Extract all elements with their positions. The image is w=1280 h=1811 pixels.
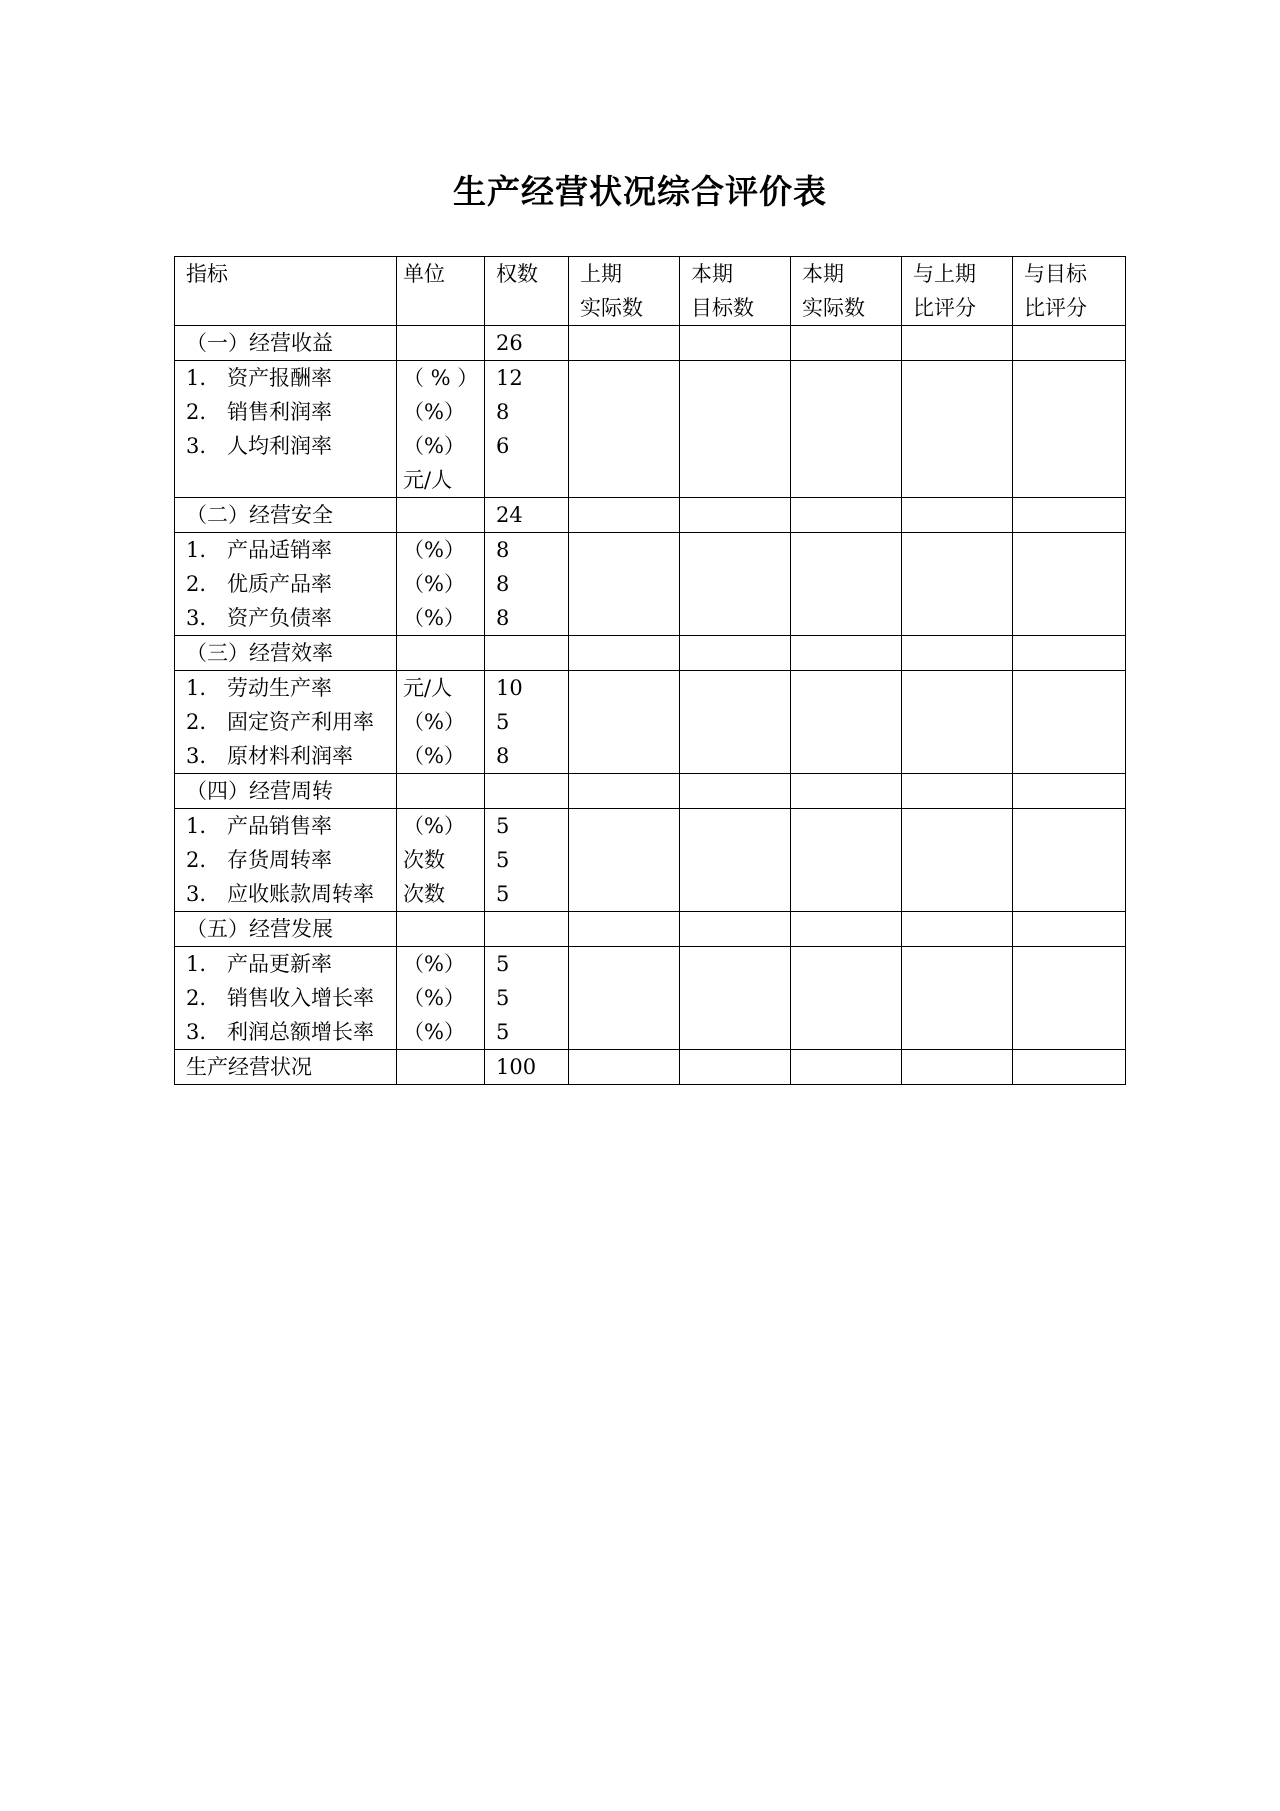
- cell-line: 5: [496, 986, 510, 1010]
- empty-score-cell: [1013, 326, 1126, 361]
- section-weight-cell: [485, 326, 569, 361]
- cell-line: （二）经营安全: [186, 503, 333, 527]
- empty-score-cell: [680, 498, 791, 533]
- cell-line: 6: [496, 434, 510, 458]
- empty-score-cell: [902, 326, 1013, 361]
- cell-line: [403, 1050, 478, 1084]
- empty-score-cell: [791, 809, 902, 912]
- empty-score-cell: [569, 671, 680, 774]
- empty-score-cell: [680, 774, 791, 809]
- cell-line: 2. 销售收入增长率: [186, 986, 375, 1010]
- cell-line: （%）: [403, 1020, 465, 1044]
- header-vs-target: 与目标 比评分: [1013, 257, 1126, 326]
- section-name-cell: [175, 636, 397, 671]
- empty-score-cell: [680, 1050, 791, 1085]
- cell-line: 12: [496, 366, 523, 390]
- empty-score-cell: [902, 1050, 1013, 1085]
- empty-score-cell: [680, 809, 791, 912]
- cell-line: （一）经营收益: [186, 331, 333, 355]
- cell-line: 5: [496, 848, 510, 872]
- item-label-cell: [175, 671, 397, 774]
- total-weight-cell: [485, 1050, 569, 1085]
- empty-score-cell: [680, 361, 791, 498]
- section-items-row: [175, 671, 1126, 774]
- cell-line: （四）经营周转: [186, 779, 333, 803]
- cell-line: 5: [496, 710, 510, 734]
- cell-line: [496, 774, 562, 808]
- section-weight-cell: [485, 912, 569, 947]
- cell-line: 元/人: [403, 468, 453, 492]
- empty-score-cell: [791, 533, 902, 636]
- section-weight-cell: [485, 636, 569, 671]
- empty-score-cell: [791, 671, 902, 774]
- cell-line: 次数: [403, 848, 445, 872]
- cell-line: （五）经营发展: [186, 917, 333, 941]
- section-header-row: [175, 326, 1126, 361]
- item-label-cell: [175, 533, 397, 636]
- section-unit-cell: [397, 498, 485, 533]
- section-header-row: [175, 498, 1126, 533]
- section-header-row: [175, 636, 1126, 671]
- empty-score-cell: [791, 912, 902, 947]
- cell-line: （%）: [403, 952, 465, 976]
- cell-line: 3. 利润总额增长率: [186, 1020, 375, 1044]
- cell-line: （%）: [403, 434, 465, 458]
- cell-line: 3. 应收账款周转率: [186, 882, 375, 906]
- empty-score-cell: [791, 947, 902, 1050]
- item-weight-cell: [485, 809, 569, 912]
- evaluation-table: [174, 256, 1126, 1085]
- cell-line: 8: [496, 744, 510, 768]
- header-prev-actual: 上期 实际数: [569, 257, 680, 326]
- empty-score-cell: [569, 498, 680, 533]
- cell-line: （%）: [403, 538, 465, 562]
- item-unit-cell: [397, 361, 485, 498]
- cell-line: 2. 固定资产利用率: [186, 710, 375, 734]
- total-unit-cell: [397, 1050, 485, 1085]
- empty-score-cell: [680, 947, 791, 1050]
- cell-line: 2. 优质产品率: [186, 572, 333, 596]
- section-name-cell: [175, 326, 397, 361]
- section-items-row: [175, 809, 1126, 912]
- empty-score-cell: [791, 636, 902, 671]
- cell-line: （三）经营效率: [186, 641, 333, 665]
- cell-line: 5: [496, 1020, 510, 1044]
- empty-score-cell: [1013, 1050, 1126, 1085]
- empty-score-cell: [1013, 912, 1126, 947]
- item-unit-cell: [397, 809, 485, 912]
- cell-line: 3. 原材料利润率: [186, 744, 354, 768]
- item-weight-cell: [485, 533, 569, 636]
- cell-line: 2. 销售利润率: [186, 400, 333, 424]
- empty-score-cell: [569, 636, 680, 671]
- section-unit-cell: [397, 636, 485, 671]
- empty-score-cell: [680, 912, 791, 947]
- empty-score-cell: [902, 947, 1013, 1050]
- cell-line: （%）: [403, 744, 465, 768]
- empty-score-cell: [1013, 947, 1126, 1050]
- empty-score-cell: [1013, 498, 1126, 533]
- item-unit-cell: [397, 947, 485, 1050]
- section-items-row: [175, 533, 1126, 636]
- empty-score-cell: [791, 774, 902, 809]
- item-unit-cell: [397, 533, 485, 636]
- header-vs-prev: 与上期 比评分: [902, 257, 1013, 326]
- item-weight-cell: [485, 671, 569, 774]
- section-unit-cell: [397, 326, 485, 361]
- section-unit-cell: [397, 774, 485, 809]
- header-indicator: 指标: [175, 257, 397, 326]
- cell-line: [496, 912, 562, 946]
- cell-line: 8: [496, 400, 510, 424]
- total-row: [175, 1050, 1126, 1085]
- cell-line: 5: [496, 952, 510, 976]
- section-items-row: [175, 947, 1126, 1050]
- cell-line: （%）: [403, 400, 465, 424]
- cell-line: 1. 劳动生产率: [186, 676, 333, 700]
- empty-score-cell: [902, 361, 1013, 498]
- item-label-cell: [175, 361, 397, 498]
- empty-score-cell: [902, 636, 1013, 671]
- empty-score-cell: [569, 809, 680, 912]
- item-label-cell: [175, 947, 397, 1050]
- cell-line: 1. 产品适销率: [186, 538, 333, 562]
- cell-line: 8: [496, 572, 510, 596]
- cell-line: 3. 人均利润率: [186, 434, 333, 458]
- item-unit-cell: [397, 671, 485, 774]
- empty-score-cell: [902, 671, 1013, 774]
- empty-score-cell: [791, 498, 902, 533]
- table-header-row: [175, 257, 1126, 326]
- section-name-cell: [175, 774, 397, 809]
- cell-line: 2. 存货周转率: [186, 848, 333, 872]
- empty-score-cell: [680, 671, 791, 774]
- cell-line: [496, 636, 562, 670]
- empty-score-cell: [1013, 809, 1126, 912]
- document-title: 生产经营状况综合评价表: [453, 172, 827, 211]
- cell-line: [496, 463, 562, 497]
- cell-line: （ % ）: [403, 366, 479, 390]
- cell-line: （%）: [403, 572, 465, 596]
- section-header-row: [175, 774, 1126, 809]
- empty-score-cell: [569, 1050, 680, 1085]
- empty-score-cell: [680, 326, 791, 361]
- cell-line: （%）: [403, 986, 465, 1010]
- empty-score-cell: [902, 498, 1013, 533]
- header-curr-actual: 本期 实际数: [791, 257, 902, 326]
- item-weight-cell: [485, 947, 569, 1050]
- section-name-cell: [175, 912, 397, 947]
- empty-score-cell: [1013, 533, 1126, 636]
- cell-line: （%）: [403, 814, 465, 838]
- cell-line: 8: [496, 606, 510, 630]
- cell-line: 3. 资产负债率: [186, 606, 333, 630]
- empty-score-cell: [1013, 671, 1126, 774]
- header-weight: 权数: [485, 257, 569, 326]
- item-label-cell: [175, 809, 397, 912]
- empty-score-cell: [1013, 361, 1126, 498]
- cell-line: 8: [496, 538, 510, 562]
- cell-line: 1. 产品销售率: [186, 814, 333, 838]
- section-name-cell: [175, 498, 397, 533]
- empty-score-cell: [1013, 774, 1126, 809]
- empty-score-cell: [1013, 636, 1126, 671]
- empty-score-cell: [791, 1050, 902, 1085]
- empty-score-cell: [569, 533, 680, 636]
- empty-score-cell: [902, 774, 1013, 809]
- cell-line: 10: [496, 676, 523, 700]
- cell-line: 1. 产品更新率: [186, 952, 333, 976]
- cell-line: 100: [496, 1055, 537, 1079]
- empty-score-cell: [791, 361, 902, 498]
- empty-score-cell: [569, 947, 680, 1050]
- section-items-row: [175, 361, 1126, 498]
- empty-score-cell: [569, 361, 680, 498]
- empty-score-cell: [902, 809, 1013, 912]
- empty-score-cell: [902, 533, 1013, 636]
- cell-line: 生产经营状况: [186, 1055, 312, 1079]
- empty-score-cell: [680, 636, 791, 671]
- cell-line: 1. 资产报酬率: [186, 366, 333, 390]
- cell-line: 元/人: [403, 676, 453, 700]
- empty-score-cell: [902, 912, 1013, 947]
- cell-line: 24: [496, 503, 523, 527]
- section-weight-cell: [485, 774, 569, 809]
- cell-line: （%）: [403, 606, 465, 630]
- section-weight-cell: [485, 498, 569, 533]
- empty-score-cell: [569, 326, 680, 361]
- cell-line: （%）: [403, 710, 465, 734]
- empty-score-cell: [791, 326, 902, 361]
- header-unit: 单位: [397, 257, 485, 326]
- cell-line: [186, 463, 390, 497]
- section-header-row: [175, 912, 1126, 947]
- empty-score-cell: [569, 912, 680, 947]
- empty-score-cell: [680, 533, 791, 636]
- cell-line: 5: [496, 882, 510, 906]
- cell-line: 5: [496, 814, 510, 838]
- cell-line: 26: [496, 331, 523, 355]
- cell-line: 次数: [403, 882, 445, 906]
- total-label-cell: [175, 1050, 397, 1085]
- section-unit-cell: [397, 912, 485, 947]
- item-weight-cell: [485, 361, 569, 498]
- header-curr-target: 本期 目标数: [680, 257, 791, 326]
- empty-score-cell: [569, 774, 680, 809]
